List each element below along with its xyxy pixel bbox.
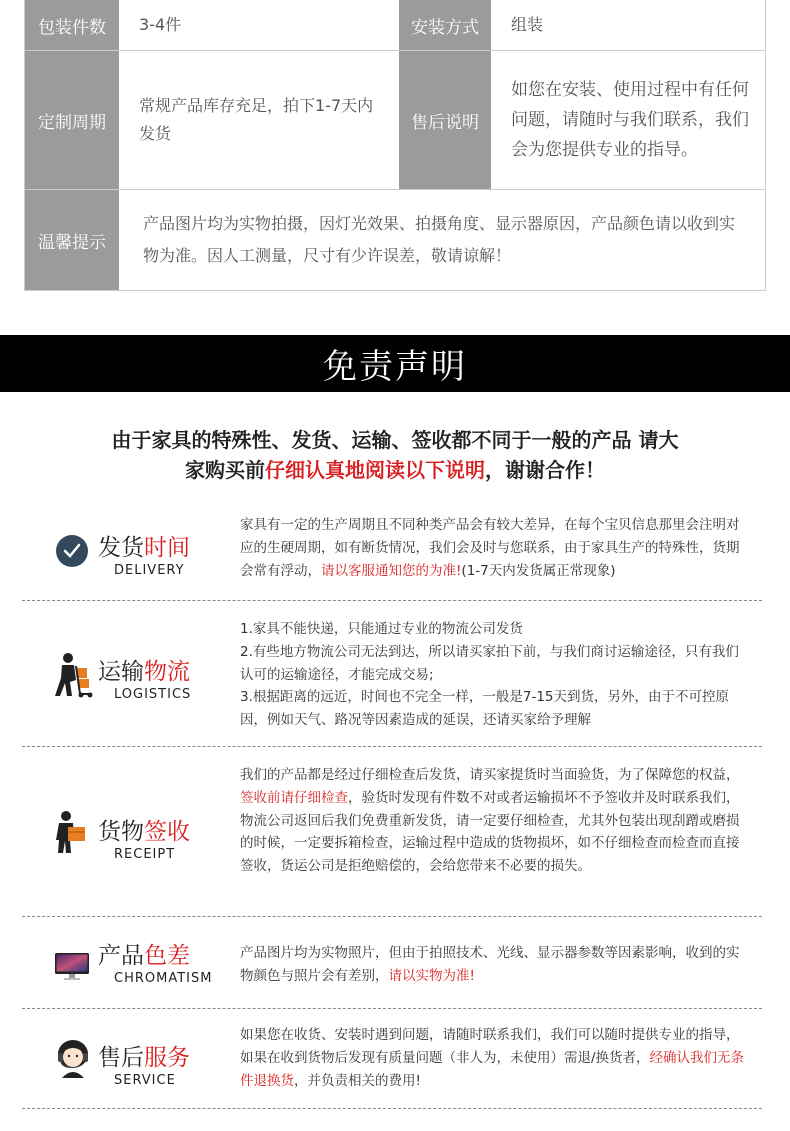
text-paragraph: 1.家具不能快递，只能通过专业的物流公司发货	[240, 621, 523, 637]
text-plain: 如果您在收货、安装时遇到问题，请随时联系我们，我们可以随时提供专业的指导，如果在收到货物后发现有质量问题（非人为，未使用）需退/换货者，	[240, 1027, 740, 1066]
heading-cn-highlight: 时间	[144, 535, 190, 561]
spec-row-tips	[25, 189, 765, 290]
section-heading	[98, 818, 228, 864]
section-text	[240, 1024, 750, 1092]
section-heading	[98, 942, 228, 988]
text-highlight: 签收前请仔细检查	[240, 789, 348, 806]
intro-line-2	[40, 455, 750, 485]
text-paragraph: 3.根据距离的远近，时间也不完全一样，一般是7-15天到货，另外，由于不可控原因，例如天气、路况等因素造成的延误，还请买家给予理解	[240, 689, 730, 729]
disclaimer-banner	[0, 335, 790, 392]
section-heading	[98, 658, 228, 704]
spec-label: 包装件数	[25, 0, 119, 50]
heading-cn: 运输	[98, 659, 144, 685]
banner-title: 免责声明	[323, 347, 467, 387]
text-plain: ，验货时发现有件数不对或者运输损坏不予签收并及时联系我们，物流公司返回后我们免费重新发货，请一定要仔细检查，尤其外包装出现刮蹭或磨损的时候，一定要拆箱检查，运输过程中造成的货物损坏，如不仔细检查而检查而直接签收，货运公司是拒绝赔偿的，会给您带来不必要的损失。	[240, 789, 740, 875]
text-highlight: 请以实物为准!	[388, 967, 475, 984]
section-heading	[98, 1044, 228, 1090]
heading-en: LOGISTICS	[114, 687, 192, 702]
section-text	[240, 514, 750, 582]
section-text	[240, 764, 750, 878]
spec-value: 组装	[511, 15, 544, 34]
section-receipt	[22, 746, 762, 917]
heading-cn-highlight: 服务	[144, 1045, 190, 1071]
heading-en: RECEIPT	[114, 847, 176, 862]
intro-text-highlight: 仔细认真地阅读以下说明	[265, 458, 485, 482]
section-delivery	[22, 508, 762, 601]
heading-cn: 发货	[98, 535, 144, 561]
spec-label: 售后说明	[399, 51, 491, 189]
spec-value: 常规产品库存充足，拍下1-7天内发货	[139, 96, 374, 143]
heading-en: DELIVERY	[114, 563, 185, 578]
heading-en: SERVICE	[114, 1073, 176, 1088]
section-logistics	[22, 600, 762, 747]
monitor-icon	[54, 952, 90, 982]
text-plain: 产品图片均为实物照片，但由于拍照技术、光线、显示器参数等因素影响，收到的实物颜色与照片会有差别，	[240, 945, 740, 984]
heading-cn: 产品	[98, 943, 144, 969]
courier-icon	[54, 652, 94, 698]
heading-cn-highlight: 色差	[144, 943, 190, 969]
heading-en: CHROMATISM	[114, 971, 213, 986]
section-heading	[98, 534, 228, 580]
spec-value: 3-4件	[139, 15, 182, 34]
spec-row-packaging	[25, 0, 765, 50]
package-person-icon	[54, 810, 88, 854]
heading-cn: 售后	[98, 1045, 144, 1071]
spec-table	[24, 0, 766, 291]
spec-label: 温馨提示	[25, 190, 119, 290]
text-plain: ，并负责相关的费用!	[294, 1072, 421, 1089]
heading-cn-highlight: 物流	[144, 659, 190, 685]
intro-text-plain: 家购买前	[185, 458, 265, 482]
text-plain: (1-7天内发货属正常现象)	[461, 562, 616, 579]
text-highlight: 经确认我们无条件退换货	[240, 1049, 745, 1089]
intro-text	[40, 425, 750, 485]
spec-label: 定制周期	[25, 51, 119, 189]
heading-cn: 货物	[98, 819, 144, 845]
spec-row-custom	[25, 50, 765, 189]
spec-label: 安装方式	[399, 0, 491, 50]
text-highlight: 请以客服通知您的为准!	[321, 562, 462, 579]
intro-text-plain: ，谢谢合作！	[485, 458, 605, 482]
spec-value: 产品图片均为实物拍摄，因灯光效果、拍摄角度、显示器原因，产品颜色请以收到实物为准。因人工测量，尺寸有少许误差，敬请谅解！	[143, 214, 736, 265]
text-plain: 我们的产品都是经过仔细检查后发货，请买家提货时当面验货，为了保障您的权益，	[240, 767, 740, 783]
section-text	[240, 942, 750, 988]
heading-cn-highlight: 签收	[144, 819, 190, 845]
headset-agent-icon	[54, 1038, 92, 1078]
text-plain: 家具有一定的生产周期且不同种类产品会有较大差异，在每个宝贝信息那里会注明对应的生硬周期，如有断货情况，我们会及时与您联系，由于家具生产的特殊性，货期会常有浮动，	[240, 517, 740, 579]
clock-icon	[54, 532, 90, 570]
section-service	[22, 1008, 762, 1109]
section-text	[240, 618, 750, 732]
intro-line-1: 由于家具的特殊性、发货、运输、签收都不同于一般的产品 请大	[111, 428, 679, 452]
text-paragraph: 2.有些地方物流公司无法到达，所以请买家拍下前，与我们商讨运输途径，只有我们认可的运输途径，才能完成交易;	[240, 643, 739, 683]
spec-value: 如您在安装、使用过程中有任何问题，请随时与我们联系，我们会为您提供专业的指导。	[511, 80, 749, 160]
section-chromatism	[22, 916, 762, 1009]
